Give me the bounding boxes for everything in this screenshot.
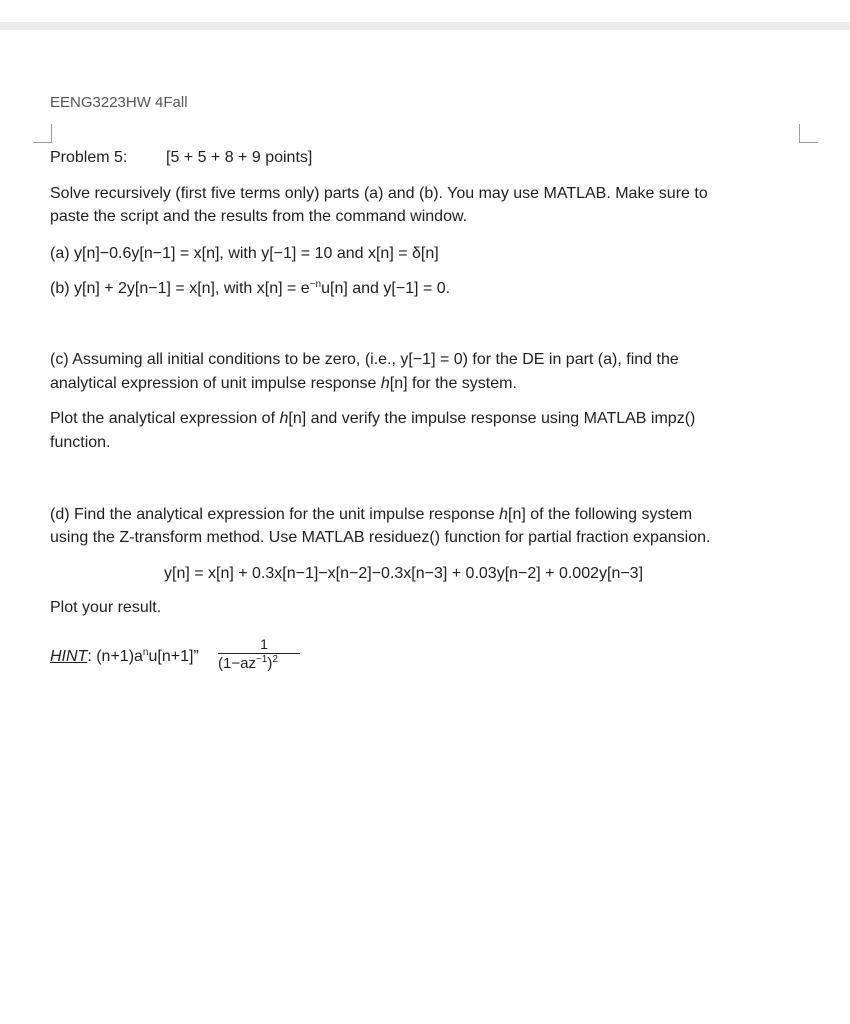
hint-line [50,646,199,668]
margin-corner-right-mark [799,124,818,143]
part-c-line-1: (c) Assuming all initial conditions to be zero, (i.e., y[−1] = 0) for the DE in part (a), find the [50,351,679,368]
part-a: (a) y[n]−0.6y[n−1] = x[n], with y[−1] = 10 and x[n] = δ[n] [50,245,439,262]
hint-expression-exponent: n [142,647,149,658]
part-d-line-1-text: (d) Find the analytical expression for the unit impulse response [50,506,500,523]
hint-denominator-base: (1−az [218,655,256,672]
part-c-h-symbol: h [380,375,390,392]
part-c-line-2 [50,373,517,395]
problem-points: [5 + 5 + 8 + 9 points] [166,149,313,166]
part-d-equation: y[n] = x[n] + 0.3x[n−1]−x[n−2]−0.3x[n−3] + 0.03y[n−2] + 0.002y[n−3] [164,565,644,582]
intro-line-1: Solve recursively (first five terms only) parts (a) and (b). You may use MATLAB. Make sure to [50,185,708,202]
document-page [0,38,850,1024]
problem-label: Problem 5: [50,149,128,166]
margin-corner-left-mark [33,124,52,143]
hint-fraction-numerator: 1 [218,635,300,654]
part-b [50,278,450,300]
part-c-plot-line-1 [50,408,695,430]
intro-line-2: paste the script and the results from the command window. [50,208,468,225]
part-c-plot-h-symbol: h [279,410,289,427]
part-d-line-1-end: [n] of the following system [508,506,693,523]
hint-denominator-exponent-outer: 2 [272,654,278,665]
part-c-plot-line-2: function. [50,434,111,451]
hint-fraction [218,635,298,674]
hint-fraction-denominator [218,654,298,674]
hint-expression: (n+1)a [91,648,143,665]
part-d-plot-instruction: Plot your result. [50,599,162,616]
part-c-line-2-text: analytical expression of unit impulse response [50,375,381,392]
part-b-exponent: −n [309,279,322,290]
part-b-text: (b) y[n] + 2y[n−1] = x[n], with x[n] = e [50,280,310,297]
part-c-plot-text-end: [n] and verify the impulse response using MATLAB impz() [288,410,696,427]
document-header: EENG3223HW 4Fall [50,94,188,111]
hint-label: HINT [50,648,88,665]
part-c-plot-text: Plot the analytical expression of [50,410,280,427]
part-d-line-2: using the Z-transform method. Use MATLAB residuez() function for partial fraction expansion. [50,529,711,546]
hint-denominator-exponent-inner: −1 [255,654,268,665]
part-b-text-end: u[n] and y[−1] = 0. [321,280,451,297]
hint-expression-end: u[n+1]” [148,648,199,665]
part-c-line-2-end: [n] for the system. [389,375,517,392]
hint-denominator-close: ) [267,655,273,672]
top-bar [0,0,850,30]
hint-colon: : [87,648,92,665]
part-d-line-1 [50,504,692,526]
part-d-h-symbol: h [499,506,509,523]
